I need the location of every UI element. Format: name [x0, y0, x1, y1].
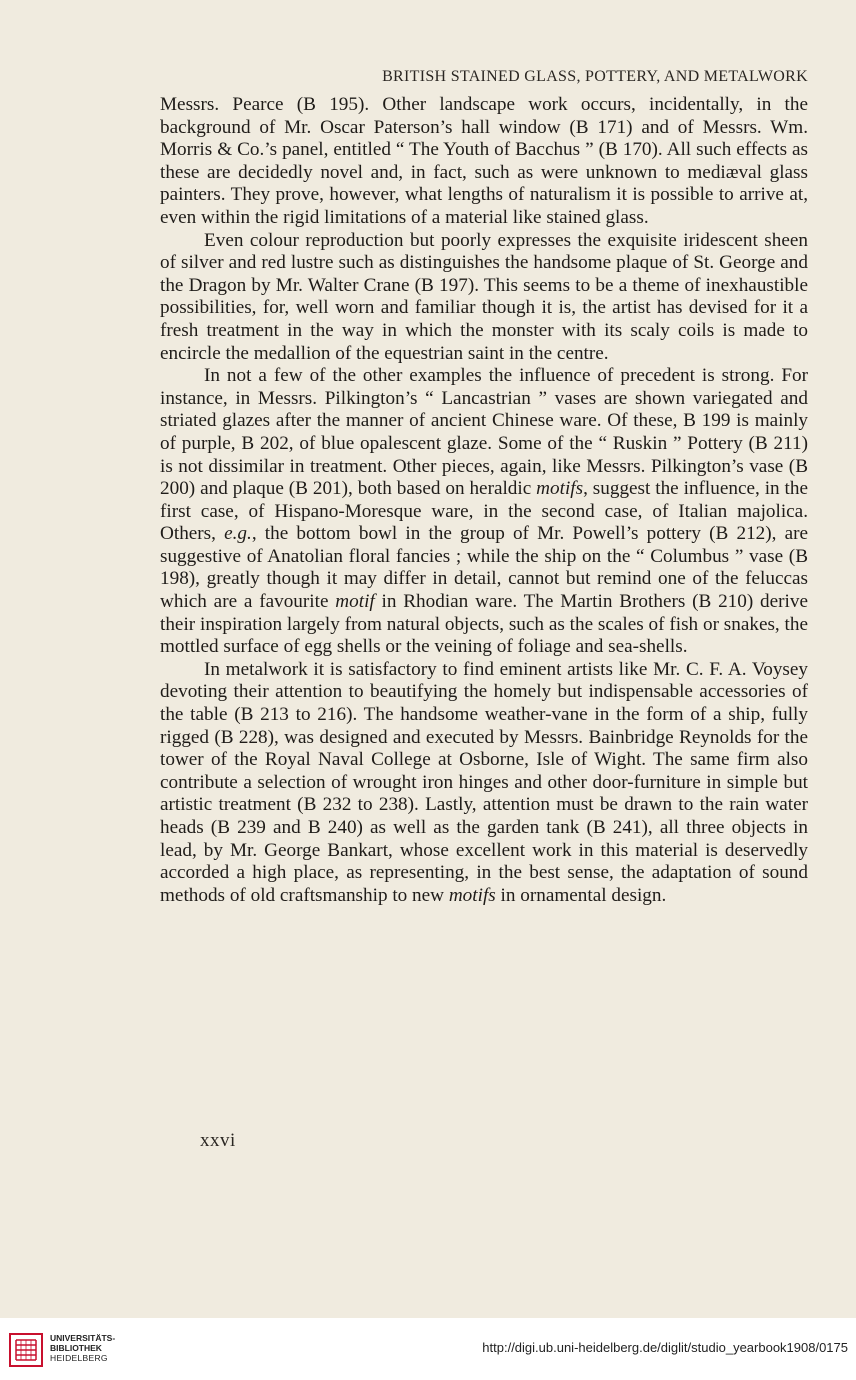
running-header: BRITISH STAINED GLASS, POTTERY, AND METALWORK: [382, 68, 808, 85]
paragraph: [160, 94, 808, 230]
ub-heidelberg-logo-icon[interactable]: [8, 1332, 44, 1368]
paragraph-text: , the bottom bowl in the group of Mr. Powell’s pottery (B 212), are suggestive of Anatolian floral fancies ; while the ship on the “ Columbus ” vase (B 198), greatly though it may differ in detail, cannot but remind one of the feluccas which are a favourite: [160, 523, 809, 613]
italic-text: motifs: [536, 478, 584, 500]
italic-text: e.g.: [224, 523, 252, 545]
italic-text: motifs: [448, 884, 496, 906]
footer-bar: [0, 1318, 856, 1380]
paragraph-text: in Rhodian ware. The Martin Brothers (B 210) derive their inspiration largely from natural objects, such as the scales of fish or snakes, the mottled surface of egg shells or the veining of foliage and sea-shells.: [160, 591, 808, 658]
library-name: [50, 1333, 115, 1363]
paragraph-text: Messrs. Pearce (B 195). Other landscape work occurs, incidentally, in the background of Mr. Oscar Paterson’s hall window (B 171) and of Messrs. Wm. Morris & Co.’s panel, entitled “ The Youth of Bacchus ” (B 170). All such effects as these are decidedly novel and, in fact, such as were unknown to mediæval glass painters. They prove, however, what lengths of naturalism it is possible to arrive at, even within the rigid limitations of a material like stained glass.: [160, 94, 808, 228]
library-name-line1: UNIVERSITÄTS-: [50, 1333, 116, 1343]
page-url[interactable]: http://digi.ub.uni-heidelberg.de/diglit/studio_yearbook1908/0175: [482, 1340, 848, 1355]
paragraph: [160, 230, 808, 366]
paragraph: [160, 659, 808, 908]
paragraph-text: in ornamental design.: [495, 884, 667, 906]
paragraph-text: Even colour reproduction but poorly expresses the exquisite iridescent sheen of silver and red lustre such as distinguishes the handsome plaque of St. George and the Dragon by Mr. Walter Crane (B 197). This seems to be a theme of inexhaustible possibilities, for, well worn and familiar though it is, the artist has devised for it a fresh treatment in the way in which the monster with its scaly coils is made to encircle the medallion of the equestrian saint in the centre.: [160, 229, 808, 364]
page-number: xxvi: [200, 1130, 236, 1151]
body-text: [160, 94, 808, 907]
paragraph-text: In not a few of the other examples the influence of precedent is strong. For instance, in Messrs. Pilkington’s “ Lancastrian ” vases are shown variegated and striated glazes after the manner of ancient Chinese ware. Of these, B 199 is mainly of purple, B 202, of blue opalescent glaze. Some of the “ Ruskin ” Pottery (B 211) is not dissimilar in treatment. Other pieces, again, like Messrs. Pilkington’s vase (B 200) and plaque (B 201), both based on heraldic: [160, 365, 808, 500]
paragraph: [160, 365, 808, 659]
paragraph-text: , suggest the influence, in the first case, of Hispano-Moresque ware, in the second case, of Italian majolica. Others,: [160, 478, 808, 545]
italic-text: motif: [335, 591, 375, 613]
library-name-line2: BIBLIOTHEK: [50, 1343, 102, 1353]
library-name-line3: HEIDELBERG: [50, 1353, 108, 1363]
paragraph-text: In metalwork it is satisfactory to find eminent artists like Mr. C. F. A. Voysey devoting their attention to beautifying the homely but indispensable accessories of the table (B 213 to 216). The handsome weather-vane in the form of a ship, fully rigged (B 228), was designed and executed by Messrs. Bainbridge Reynolds for the tower of the Royal Naval College at Osborne, Isle of Wight. The same firm also contribute a selection of wrought iron hinges and other door-furniture in simple but artistic treatment (B 232 to 238). Lastly, attention must be drawn to the rain water heads (B 239 and B 240) as well as the garden tank (B 241), all three objects in lead, by Mr. George Bankart, whose excellent work in this material is deservedly accorded a high place, as representing, in the best sense, the adaptation of sound methods of old craftsmanship to new: [160, 658, 808, 906]
